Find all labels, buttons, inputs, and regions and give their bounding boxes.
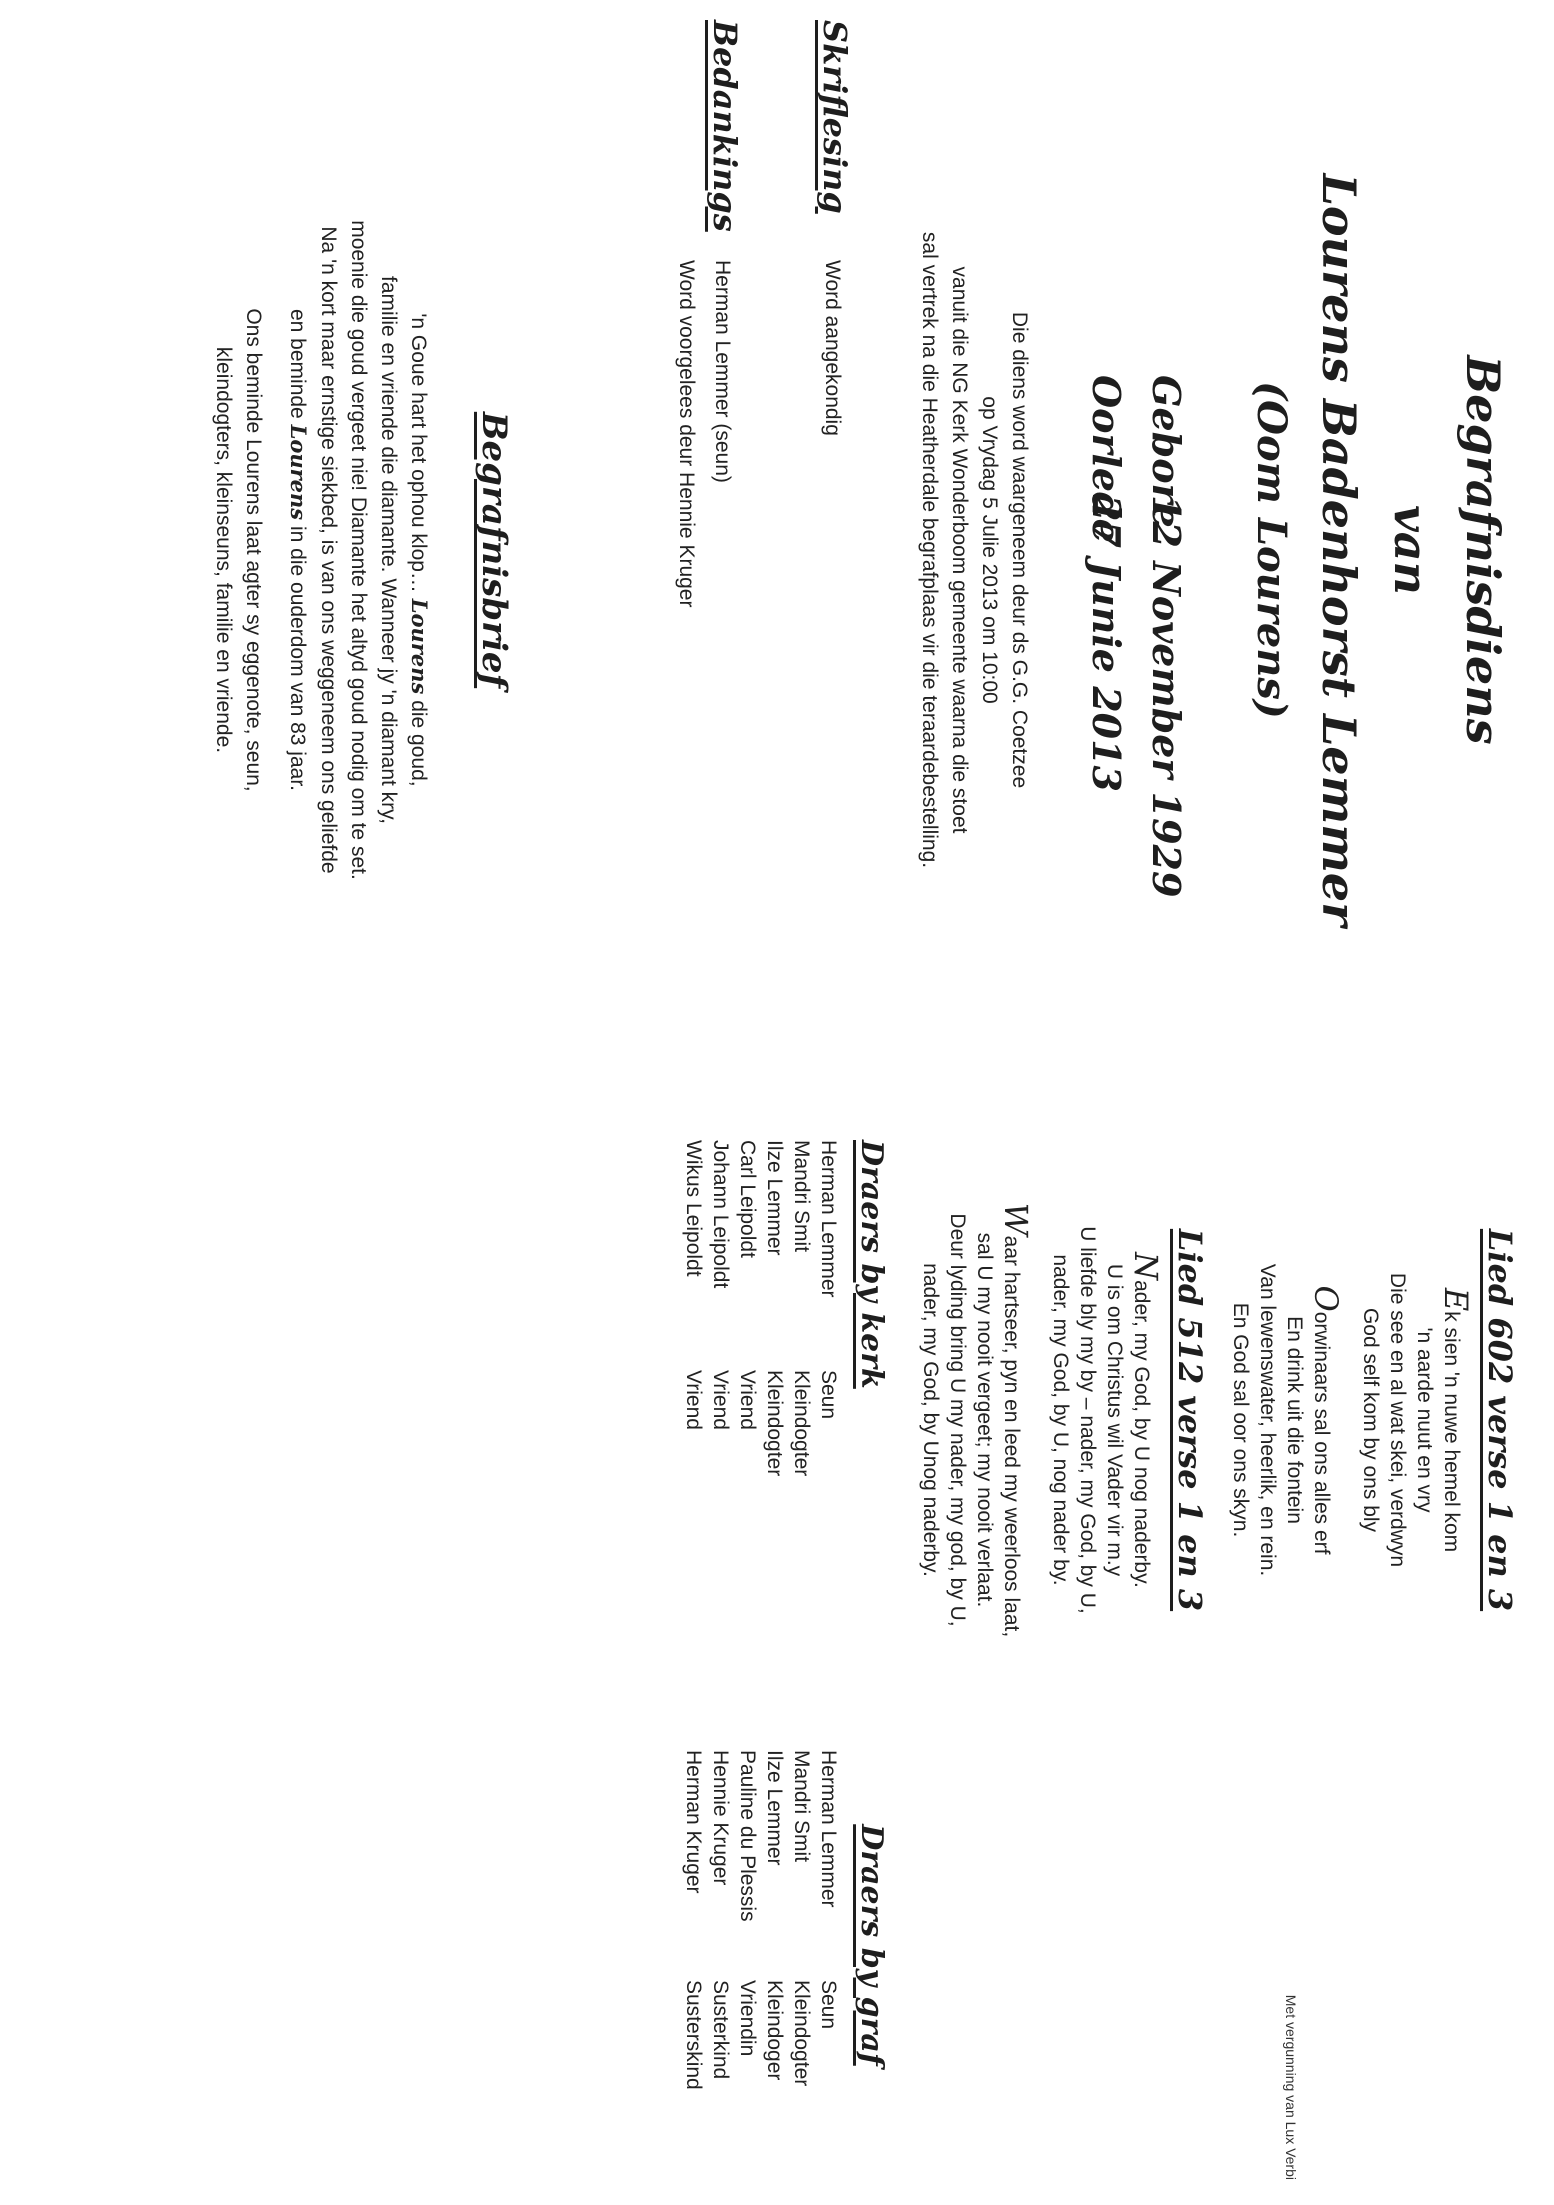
- bearer-name: Pauline du Plessis: [736, 1750, 759, 1922]
- bearers-church-title: Draers by kerk: [854, 1140, 889, 1389]
- bearer-relation: Vriend: [682, 1370, 705, 1430]
- hymn-602-verse-1: [1357, 1140, 1475, 1700]
- verse-line: k sien 'n nuwe hemel kom: [1440, 1311, 1463, 1553]
- title-block: [1239, 20, 1519, 1080]
- bearer-name: Carl Leipoldt: [736, 1140, 759, 1258]
- verse-dropcap: W: [997, 1202, 1035, 1236]
- thanks-line: Word voorgelees deur Hennie Kruger: [675, 260, 698, 608]
- bearer-relation: Susterskind: [682, 1980, 705, 2090]
- bearers-grave: [680, 1750, 889, 2140]
- bearer-name: Mandri Smit: [790, 1140, 813, 1253]
- brief-text-segment: en beminde: [286, 308, 309, 419]
- verse-line: nader, my God, by U, nog nader by.: [1049, 1254, 1072, 1586]
- brief-text-segment: Ons beminde Lourens laat agter sy eggenote, seun,: [242, 308, 265, 792]
- bearer-name: Mandri Smit: [790, 1750, 813, 1863]
- bearer-relation: Kleindogter: [790, 1370, 813, 1477]
- bearer-name: Ilze Lemmer: [763, 1140, 786, 1256]
- brief-text-segment: kleindogters, kleinseuns, familie en vriende.: [212, 346, 235, 754]
- reading-heading: Skriflesing: [816, 20, 854, 214]
- bearer-name: Wikus Leipoldt: [682, 1140, 705, 1277]
- reading-text: Word aangekondig: [821, 260, 844, 436]
- born-label: Gebore: [1144, 375, 1189, 528]
- bearer-name: Herman Lemmer: [817, 1140, 840, 1298]
- died-label: Oorlede: [1084, 375, 1129, 543]
- brief-name-highlight: Lourens: [407, 598, 432, 695]
- bearer-name: Herman Kruger: [682, 1750, 705, 1894]
- thanks-heading: Bedankings: [706, 20, 744, 232]
- bearers-church: [680, 1140, 889, 1530]
- brief-name-highlight: Lourens: [286, 424, 311, 521]
- bearer-relation: Vriendin: [736, 1980, 759, 2057]
- brief-paragraph-1: [282, 60, 434, 1040]
- hymn-512-verse-1: [1047, 1140, 1165, 1700]
- bearer-name: Ilze Lemmer: [763, 1750, 786, 1866]
- bearer-relation: Seun: [817, 1370, 840, 1420]
- died-date: 27 Junie 2013: [1084, 495, 1129, 792]
- service-line: op Vrydag 5 Julie 2013 om 10:00: [978, 396, 1001, 704]
- brief-text-segment: in die ouderdom van 83 jaar.: [286, 525, 309, 791]
- reading-section: [814, 20, 854, 436]
- verse-line: En God sal oor ons skyn.: [1229, 1302, 1252, 1538]
- hymn-602-verse-3: [1227, 1140, 1345, 1700]
- service-line: sal vertrek na die Heatherdale begrafplaas vir die teraardebestelling.: [918, 231, 941, 869]
- bearers-grave-list: [680, 1750, 842, 2140]
- verse-dropcap: E: [1437, 1287, 1475, 1312]
- service-details: [914, 80, 1034, 1020]
- born-row: [1129, 375, 1189, 897]
- verse-line: nader, my God, by Unog naderby.: [919, 1263, 942, 1577]
- verse-line: ader, my God, by U nog naderby.: [1130, 1280, 1153, 1588]
- thanks-line: Herman Lemmer (seun): [711, 260, 734, 483]
- brief-text-segment: die goud,: [407, 700, 430, 787]
- brief-paragraph-2: [208, 60, 268, 1040]
- hymn-512-title: Lied 512 verse 1 en 3: [1171, 1228, 1209, 1612]
- bearers-grave-title: Draers by graf: [854, 1824, 889, 2066]
- bearers-church-list: [680, 1140, 842, 1530]
- born-date: 12 November 1929: [1144, 495, 1189, 898]
- verse-line: U is om Christus wil Vader vir m.y: [1103, 1263, 1126, 1577]
- verse-line: orwinaars sal ons alles erf: [1310, 1311, 1333, 1555]
- bearer-name: Herman Lemmer: [817, 1750, 840, 1908]
- verse-line: Van lewenswater, heerlik, en rein.: [1256, 1263, 1279, 1577]
- program-back: [0, 1140, 1554, 2180]
- bearer-name: Hennie Kruger: [709, 1750, 732, 1886]
- brief-text: [194, 60, 434, 1040]
- verse-dropcap: N: [1127, 1252, 1165, 1281]
- copyright-credit: Met vergunning van Lux Verbi: [1283, 1994, 1299, 2180]
- service-line: vanuit die NG Kerk Wonderboom gemeente waarna die stoet: [948, 266, 971, 834]
- verse-line: U liefde bly my by – nader, my God, by U,: [1076, 1226, 1099, 1614]
- brief-text-segment: moenie die goud vergeet nie! Diamante het altyd goud nodig om te set.: [347, 220, 370, 880]
- deceased-name: Lourens Badenhorst Lemmer: [1312, 173, 1366, 927]
- brief-text-segment: 'n Goue hart het ophou klop…: [407, 313, 430, 593]
- dates-block: [1069, 375, 1189, 897]
- bearer-name: Johann Leipoldt: [709, 1140, 732, 1289]
- service-line: Die diens word waargeneem deur ds G.G. Coetzee: [1008, 311, 1031, 789]
- verse-line: sal U my nooit vergeet; my nooit verlaat.: [973, 1232, 996, 1608]
- bearer-relation: Seun: [817, 1980, 840, 2030]
- hymn-512: [899, 1140, 1209, 1700]
- bearer-relation: Kleindoger: [763, 1980, 786, 2081]
- verse-line: Die see en al wat skei, verdwyn: [1386, 1272, 1409, 1568]
- verse-line: Deur lyding bring U my nader, my god, by U,: [946, 1213, 969, 1627]
- hymn-512-verse-3: [917, 1140, 1035, 1700]
- title-van: van: [1384, 505, 1438, 595]
- verse-line: aar hartseer, pyn en leed my weerloos laat,: [1000, 1235, 1023, 1638]
- bearer-relation: Kleindogter: [763, 1370, 786, 1477]
- bearer-relation: Vriend: [736, 1370, 759, 1430]
- bearer-relation: Susterkind: [709, 1980, 732, 2080]
- program-title: Begrafnisdiens: [1456, 355, 1510, 745]
- brief-text-segment: Na 'n kort maar ernstige siekbed, is van ons weggeneem ons geliefde: [317, 226, 340, 874]
- thanks-text: [668, 260, 744, 607]
- deceased-nickname: (Oom Lourens): [1248, 381, 1295, 719]
- died-row: [1069, 375, 1129, 897]
- hymn-602-title: Lied 602 verse 1 en 3: [1481, 1228, 1519, 1612]
- program-front: [0, 20, 1554, 1080]
- brief-text-segment: familie en vriende die diamante. Wanneer jy 'n diamant kry,: [377, 276, 400, 824]
- verse-line: God self kom by ons bly: [1359, 1307, 1382, 1533]
- bearer-relation: Vriend: [709, 1370, 732, 1430]
- brief-heading: Begrafnisbrief: [474, 411, 514, 689]
- bearer-relation: Kleindogter: [790, 1980, 813, 2087]
- verse-dropcap: O: [1307, 1285, 1345, 1312]
- verse-line: En drink uit die fontein: [1283, 1316, 1306, 1524]
- hymn-602: [1209, 1140, 1519, 1700]
- verse-line: 'n aarde nuut en vry: [1413, 1327, 1436, 1513]
- thanks-section: [668, 20, 744, 607]
